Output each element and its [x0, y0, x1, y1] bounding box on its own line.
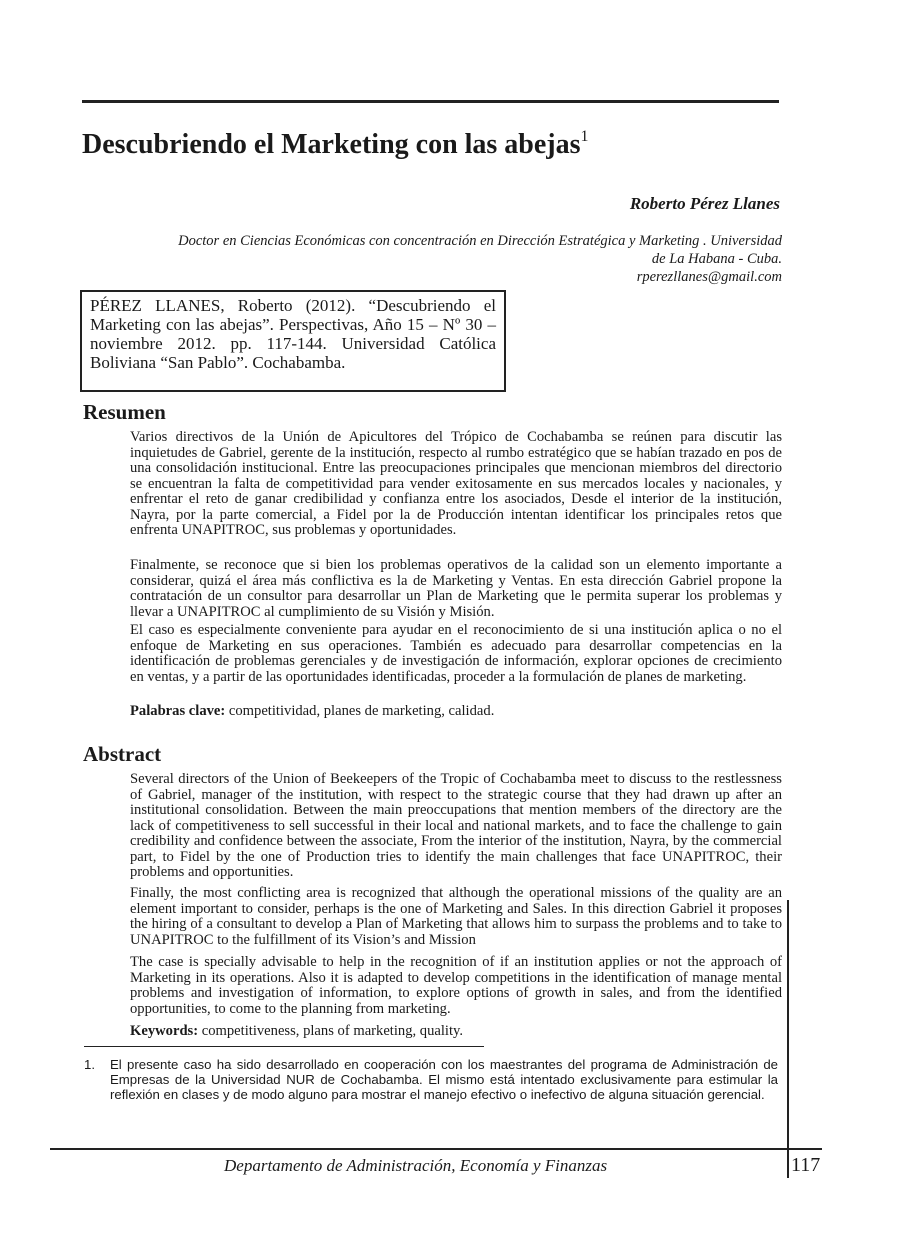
page-number: 117	[791, 1154, 821, 1176]
affiliation-line-2: de La Habana - Cuba.	[651, 251, 782, 267]
citation-box: PÉREZ LLANES, Roberto (2012). “Descubriendo el Marketing con las abejas”. Perspectivas, Año 15 – Nº 30 – noviembre 2012. pp. 117-144. Universidad Católica Boliviana “San Pablo”. Cochabamba.	[80, 290, 506, 392]
title-text: Descubriendo el Marketing con las abejas	[82, 129, 581, 160]
resumen-paragraph-1: Varios directivos de la Unión de Apicultores del Trópico de Cochabamba se reúnen para discutir las inquietudes de Gabriel, gerente de la institución, respecto al rumbo estratégico que se habían trazado en pos de una consolidación institucional. Entre las preocupaciones principales que mencionan miembros del directorio se encuentran la falta de competitividad para vender exitosamente en sus mercados locales y nacionales, y enfrentar el reto de ganar credibilidad y confianza entre los asociados, Desde el interior de la institución, Nayra, por la parte comercial, a Fidel por la de Producción intentan identificar los principales retos que enfrenta UNAPITROC, sus problemas y oportunidades.	[130, 429, 782, 538]
abstract-keywords-label: Keywords:	[130, 1023, 199, 1039]
footer-rule	[50, 1148, 822, 1150]
abstract-keywords-text: competitiveness, plans of marketing, quality.	[198, 1023, 464, 1039]
resumen-keywords-text: competitividad, planes de marketing, calidad.	[225, 703, 495, 719]
abstract-paragraph-1: Several directors of the Union of Beekeepers of the Tropic of Cochabamba meet to discuss to the restlessness of Gabriel, manager of the institution, with respect to the strategic course that they had drawn up after an institutional consolidation. Between the main preoccupations that mention members of the directory are the lack of competitiveness to sell successful in their local and national markets, and to face the challenge to gain credibility and confidence between the associate, From the interior of the institution, Nayra, by the commercial part, to Fidel by the one of Production tries to identify the main challenges that face UNAPITROC, their problems and opportunities.	[130, 771, 782, 880]
affiliation-line-1: Doctor en Ciencias Económicas con concentración en Dirección Estratégica y Marketing . Universidad	[178, 233, 782, 249]
resumen-paragraph-3: El caso es especialmente conveniente para ayudar en el reconocimiento de si una institución aplica o no el enfoque de Marketing en sus operaciones. También es adecuado para desarrollar competencias en la identificación de problemas gerenciales y de investigación de información, explorar opciones de crecimiento en ventas, y a partir de las oportunidades identificadas, proceder a la formulación de planes de marketing.	[130, 622, 782, 685]
abstract-paragraph-3: The case is specially advisable to help in the recognition of if an institution applies or not the approach of Marketing in its operations. Also it is adapted to develop competitions in the identification of manage mental problems and investigation of information, to explore options of growth in sales, and from the identified opportunities, to come to the planning from marketing.	[130, 954, 782, 1017]
resumen-paragraph-2: Finalmente, se reconoce que si bien los problemas operativos de la calidad son un elemento importante a considerar, quizá el área más conflictiva es la de Marketing y Ventas. En esta dirección Gabriel propone la contratación de un consultor para desarrollar un Plan de Marketing que le permita superar los problemas y llevar a UNAPITROC al cumplimiento de su Visión y Misión.	[130, 557, 782, 620]
abstract-paragraph-2: Finally, the most conflicting area is recognized that although the operational missions of the quality are an element important to consider, perhaps is the one of Marketing and Sales. In this direction Gabriel it proposes the hiring of a consultant to develop a Plan of Marketing that allows him to surpass the problems and to take to UNAPITROC to the fulfillment of its Vision’s and Mission	[130, 885, 782, 948]
abstract-keywords	[130, 1024, 782, 1040]
article-title	[82, 128, 589, 161]
footnote-number: 1.	[84, 1057, 95, 1072]
footnote-text: El presente caso ha sido desarrollado en cooperación con los maestrantes del programa de Administración de Empresas de la Universidad NUR de Cochabamba. El mismo está intentado exclusivamente para estimular la reflexión en clases y de modo alguno para mostrar el manejo efectivo o inefectivo de alguna situación gerencial.	[110, 1057, 778, 1103]
author-name: Roberto Pérez Llanes	[629, 194, 780, 213]
resumen-keywords-label: Palabras clave:	[130, 703, 226, 719]
author-email: rperezllanes@gmail.com	[636, 269, 782, 285]
margin-vertical-rule	[787, 900, 789, 1178]
footer-department: Departamento de Administración, Economía y Finanzas	[224, 1156, 608, 1175]
resumen-keywords	[130, 704, 782, 720]
abstract-heading: Abstract	[83, 742, 162, 766]
resumen-heading: Resumen	[83, 400, 166, 424]
title-footnote-marker: 1	[580, 128, 589, 145]
footnote-rule	[84, 1046, 484, 1047]
top-rule	[82, 100, 779, 103]
